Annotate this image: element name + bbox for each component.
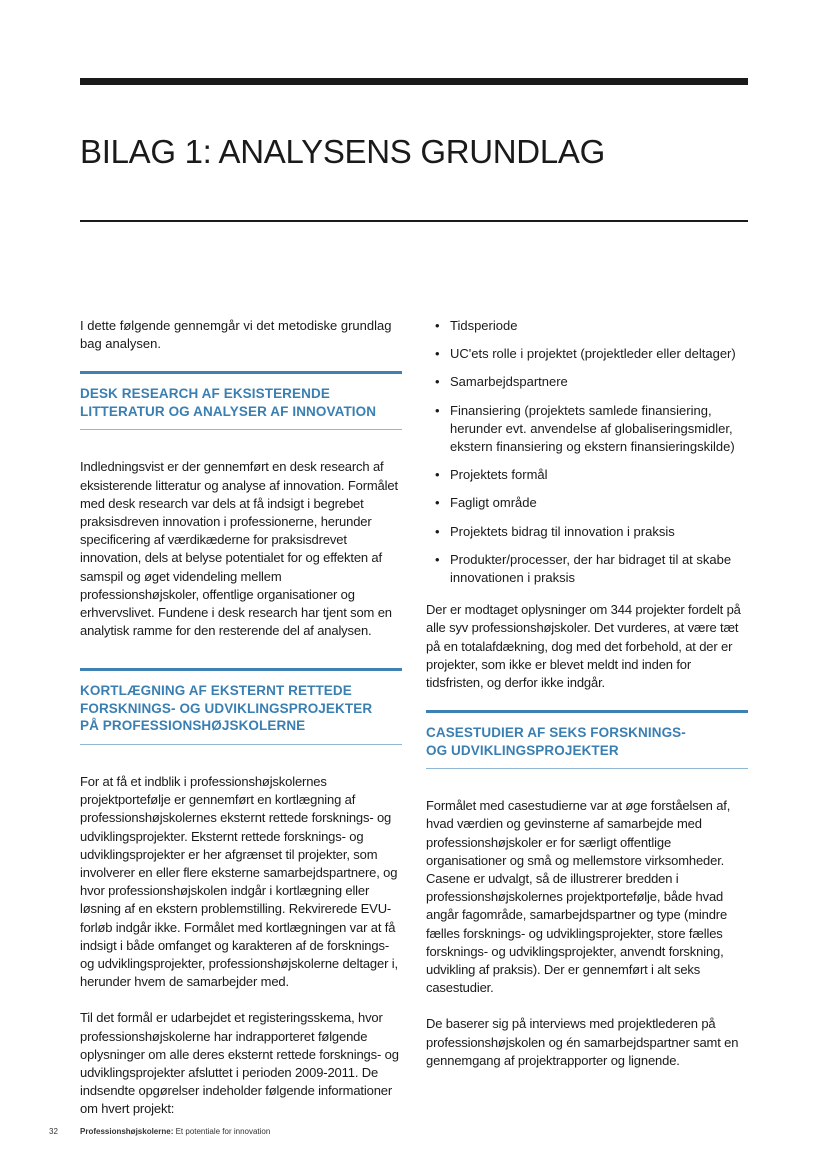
footer-text [80,1127,270,1136]
bullet-icon: • [435,346,440,362]
footer-brand: Professionshøjskolerne: [80,1127,174,1136]
footer-subtitle: Et potentiale for innovation [173,1127,271,1136]
list-item-text: Finansiering (projektets samlede finansiering, herunder evt. anvendelse af globaliseringsmidler, ekstern finansiering og ekstern finansieringskilde) [450,402,735,455]
list-item [426,494,748,512]
list-item-text: Projektets formål [450,467,548,483]
right-column [426,317,748,1088]
list-item [426,523,748,541]
section-title-line: FORSKNINGS- OG UDVIKLINGSPROJEKTER [80,700,373,716]
bullet-icon: • [435,467,440,483]
page-title: BILAG 1: ANALYSENS GRUNDLAG [80,133,605,170]
bullet-icon: • [435,523,440,539]
section-rule-thin [426,768,748,769]
section-rule-thick [426,710,748,713]
section-rule-thin [80,744,402,745]
kortlaegning-paragraph-2: Til det formål er udarbejdet et registeringsskema, hvor professionshøjskolerne har indrapporteret følgende oplysninger om alle deres eksternt rettede forsknings- og udviklingsprojekter afsluttet i perioden 2009-2011. De indsendte opgørelser indeholder følgende informationer om hvert projekt: [80,1010,399,1117]
list-item [426,317,748,335]
section-title-line: PÅ PROFESSIONSHØJSKOLERNE [80,718,306,734]
list-item-text: Fagligt område [450,495,537,511]
section-rule-thick [80,371,402,374]
section-heading-desk-research [80,371,402,430]
section-title [80,385,402,420]
list-item [426,373,748,391]
list-item [426,551,748,587]
section-title [426,724,748,759]
section-title [80,682,402,735]
title-rule [80,220,748,222]
section-rule-thin [80,429,402,430]
section-title-line: OG UDVIKLINGSPROJEKTER [426,742,619,758]
left-column [80,317,402,1137]
casestudier-paragraph-1: Formålet med casestudierne var at øge forståelsen af, hvad værdien og gevinsterne af samarbejde med professionshøjskoler er for særligt offentlige organisationer og små og mellemstore virksomheder. Casene er udvalgt, så de illustrerer bredden i professionshøjskolernes projektportefølje, både hvad angår fagområde, samarbejdspartner og type (mindre fælles forsknings- og udviklingsprojekter, store fælles forsknings- og udviklingsprojekter, anvendt forskning, udvikling af praksis). Der er gennemført i alt seks casestudier. [426,798,731,996]
section-rule-thick [80,668,402,671]
list-item-text: Samarbejdspartnere [450,374,568,390]
section-heading-casestudier [426,710,748,769]
project-info-list [426,317,748,587]
list-item-text: Tidsperiode [450,318,518,333]
page-number: 32 [49,1127,58,1136]
bullet-icon: • [435,374,440,390]
section-title-line: KORTLÆGNING AF EKSTERNT RETTEDE [80,683,352,699]
section-heading-kortlaegning [80,668,402,745]
top-rule [80,78,748,85]
desk-research-paragraph: Indledningsvist er der gennemført en desk research af eksisterende litteratur og analyse af innovation. Formålet med desk research var dels at få indsigt i begrebet praksisdreven innovation i professionerne, herunder specificering af værdikæderne for praksisdrevet innovation, dels at belyse potentialet for og effekten af samspil og øget videndeling mellem professionshøjskoler, offentlige organisationer og erhvervslivet. Fundene i desk research har tjent som en analytisk ramme for den resterende del af analysen. [80,459,398,639]
list-item-text: Projektets bidrag til innovation i praksis [450,523,675,539]
list-item-text: Produkter/processer, der har bidraget til at skabe innovationen i praksis [450,551,732,586]
bullet-icon: • [435,495,440,511]
list-item [426,345,748,363]
section-title-line: DESK RESEARCH AF EKSISTERENDE [80,386,330,402]
list-item [426,466,748,484]
section-title-line: CASESTUDIER AF SEKS FORSKNINGS- [426,725,686,741]
projects-summary-paragraph: Der er modtaget oplysninger om 344 projekter fordelt på alle syv professionshøjskoler. Det vurderes, at være tæt på en totalafdækning, dog med det forbehold, at der er projekter, som ikke er blevet meldt ind inden for tidsfristen, og derfor ikke indgår. [426,602,741,691]
bullet-icon: • [435,402,440,418]
casestudier-paragraph-2: De baserer sig på interviews med projektlederen på professionshøjskolen og én samarbejdspartner samt en gennemgang af projektrapporter og lignende. [426,1016,739,1068]
bullet-icon: • [435,318,440,333]
list-item [426,402,748,457]
intro-paragraph: I dette følgende gennemgår vi det metodiske grundlag bag analysen. [80,318,392,352]
kortlaegning-paragraph-1: For at få et indblik i professionshøjskolernes projektportefølje er gennemført en kortlægning af professionshøjskolernes eksternt rettede forsknings- og udviklingsprojekter. Eksternt rettede forsknings- og udviklingsprojekter er her afgrænset til projekter, som involverer en eller flere eksterne samarbejdspartnere, og hvor professionshøjskolen indgår i kortlægning eller løsning af en ekstern problemstilling. Rekvirerede EVU-forløb indgår ikke. Formålet med kortlægningen var at få indsigt i både omfanget og karakteren af de forsknings- og udviklingsprojekter, professionshøjskolerne deltager i, herunder hvem de samarbejder med. [80,773,398,990]
section-title-line: LITTERATUR OG ANALYSER AF INNOVATION [80,403,377,419]
bullet-icon: • [435,551,440,567]
list-item-text: UC'ets rolle i projektet (projektleder eller deltager) [450,346,736,362]
